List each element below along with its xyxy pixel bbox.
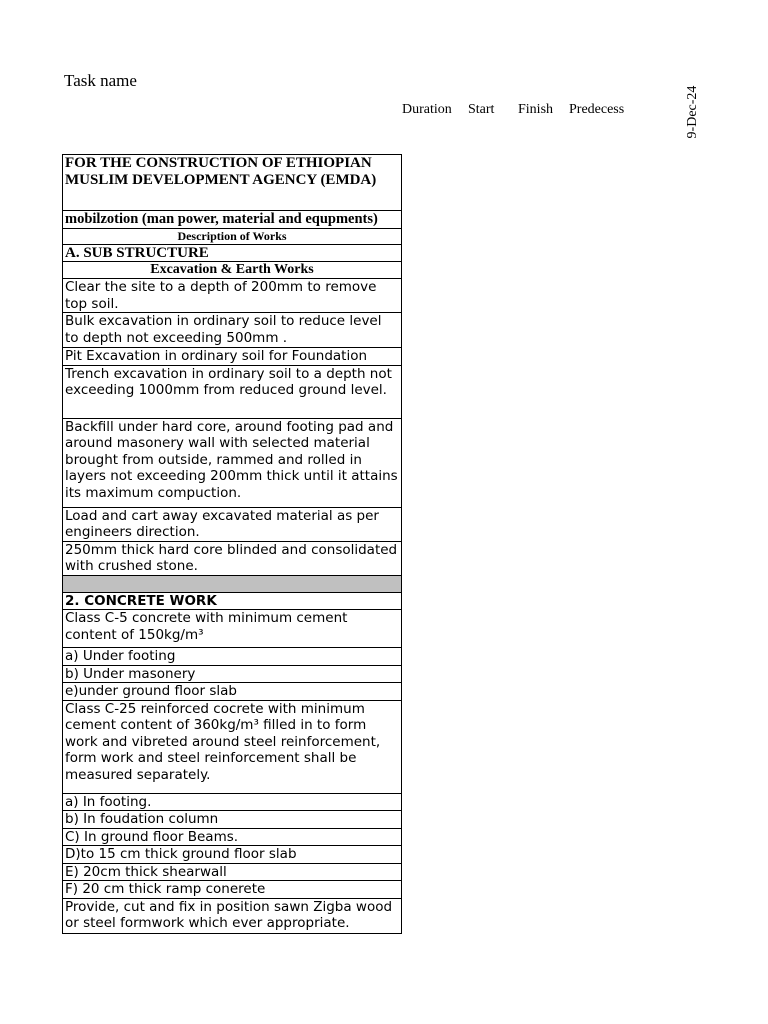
table-row [63,592,402,610]
work-item: b) In foudation column [63,811,402,829]
separator-row [63,575,402,592]
mobilization-row: mobilzotion (man power, material and equpments) [63,211,402,229]
column-header-start: Start [468,102,495,117]
table-row [63,211,402,229]
table-row [63,418,402,507]
subsection-heading: Excavation & Earth Works [63,262,402,279]
table-row [63,348,402,366]
table-row [63,846,402,864]
table-row [63,507,402,541]
task-name-header: Task name [64,71,137,90]
table-row [63,683,402,701]
table-row [63,575,402,592]
table-row [63,262,402,279]
table-row [63,229,402,245]
table-row [63,155,402,211]
project-title: FOR THE CONSTRUCTION OF ETHIOPIAN MUSLIM DEVELOPMENT AGENCY (EMDA) [63,155,402,211]
table-row [63,811,402,829]
table-row [63,700,402,793]
work-item: D)to 15 cm thick ground floor slab [63,846,402,864]
work-item: Pit Excavation in ordinary soil for Foundation [63,348,402,366]
work-item: Clear the site to a depth of 200mm to remove top soil. [63,279,402,313]
works-table [62,154,402,934]
section-heading: 2. CONCRETE WORK [63,592,402,610]
work-item: e)under ground floor slab [63,683,402,701]
table-row [63,881,402,899]
table-row [63,610,402,648]
work-item: Load and cart away excavated material as per engineers direction. [63,507,402,541]
work-item: a) Under footing [63,648,402,666]
date-label: 9-Dec-24 [685,85,700,139]
work-item: a) In footing. [63,793,402,811]
table-row [63,793,402,811]
work-item: E) 20cm thick shearwall [63,863,402,881]
work-item: Provide, cut and fix in position sawn Zigba wood or steel formwork which ever appropriate. [63,898,402,933]
table-row [63,245,402,262]
work-item: Class C-5 concrete with minimum cement content of 150kg/m³ [63,610,402,648]
description-header: Description of Works [63,229,402,245]
table-row [63,828,402,846]
work-item: b) Under masonery [63,665,402,683]
table-row [63,365,402,418]
work-item: F) 20 cm thick ramp conerete [63,881,402,899]
work-item: C) In ground floor Beams. [63,828,402,846]
column-header-predecessors: Predecess [569,102,625,117]
table-row [63,863,402,881]
table-row [63,541,402,575]
table-row [63,279,402,313]
section-heading: A. SUB STRUCTURE [63,245,402,262]
work-item: 250mm thick hard core blinded and consolidated with crushed stone. [63,541,402,575]
column-header-finish: Finish [518,102,554,117]
work-item: Class C-25 reinforced cocrete with minimum cement content of 360kg/m³ filled in to form work and vibreted around steel reinforcement, form work and steel reinforcement shall be measured separately. [63,700,402,793]
work-item: Bulk excavation in ordinary soil to reduce level to depth not exceeding 500mm . [63,313,402,348]
work-item: Backfill under hard core, around footing pad and around masonery wall with selected material brought from outside, rammed and rolled in layers not exceeding 200mm thick until it attains its maximum compuction. [63,418,402,507]
table-row [63,648,402,666]
work-item: Trench excavation in ordinary soil to a depth not exceeding 1000mm from reduced ground level. [63,365,402,418]
column-header-duration: Duration [402,102,452,117]
table-row [63,665,402,683]
table-row [63,898,402,933]
table-row [63,313,402,348]
